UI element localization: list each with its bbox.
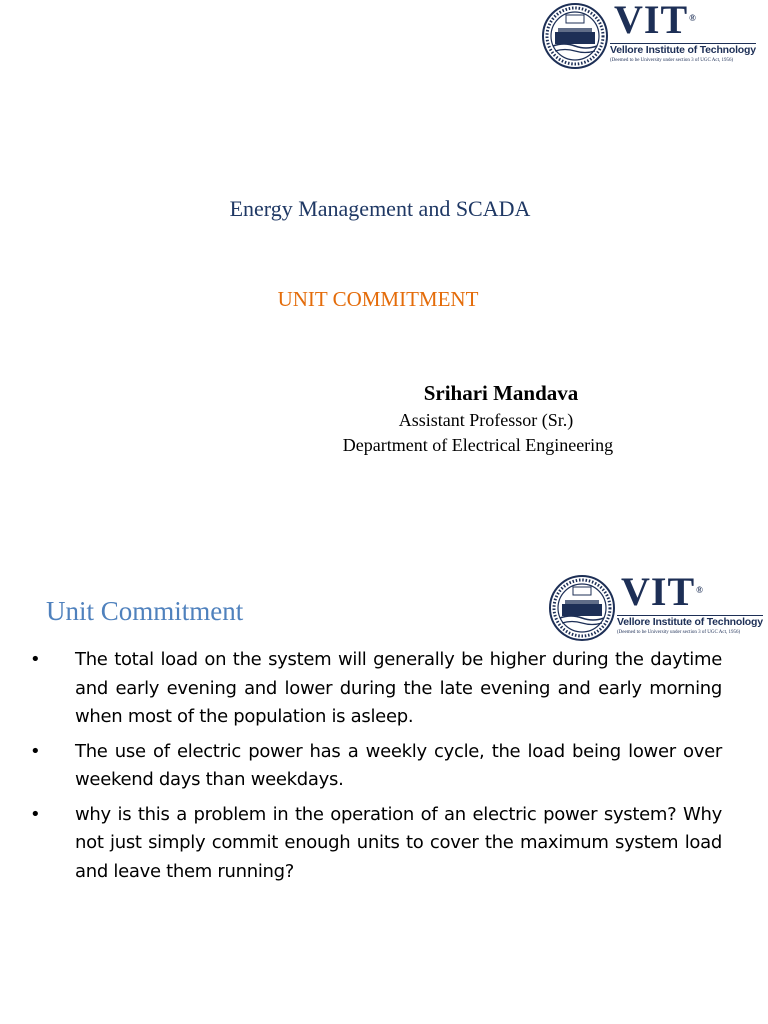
vit-logo: [545, 569, 768, 644]
list-item: [30, 738, 722, 795]
vit-seal-icon: [540, 2, 610, 70]
content-slide: [0, 512, 768, 1024]
bullet-icon: •: [30, 649, 41, 670]
list-item: [30, 801, 722, 887]
bullet-list: [30, 646, 722, 892]
bullet-icon: •: [30, 740, 41, 762]
bullet-text: The use of electric power has a weekly cycle, the load being lower over weekend days than weekdays.: [75, 740, 722, 790]
list-item: [30, 646, 722, 732]
presenter-designation: Assistant Professor (Sr.): [398, 410, 574, 430]
vit-logo: [538, 0, 768, 72]
logo-tagline: (Deemed to be University under section 3 of UGC Act, 1956): [617, 630, 741, 635]
logo-institute-name: Vellore Institute of Technology: [610, 44, 756, 56]
logo-institute-name: Vellore Institute of Technology: [617, 616, 763, 628]
bullet-icon: •: [30, 803, 41, 825]
course-title: Energy Management and SCADA: [229, 196, 531, 221]
bullet-text: why is this a problem in the operation of an electric power system? Why not just simply commit enough units to cover the maximum system load and leave them running?: [75, 803, 722, 882]
slide-heading: Unit Commitment: [46, 596, 244, 626]
topic-title: UNIT COMMITMENT: [277, 287, 479, 311]
logo-tagline: (Deemed to be University under section 3 of UGC Act, 1956): [610, 58, 734, 63]
presenter-name: Srihari Mandava: [423, 381, 579, 405]
logo-mark: VIT®: [614, 0, 697, 42]
presenter-department: Department of Electrical Engineering: [342, 435, 614, 455]
vit-seal-icon: [547, 574, 617, 642]
logo-mark: VIT®: [621, 569, 704, 614]
bullet-text: The total load on the system will generally be higher during the daytime and early evening and lower during the late evening and early morning when most of the population is asleep.: [75, 649, 722, 727]
